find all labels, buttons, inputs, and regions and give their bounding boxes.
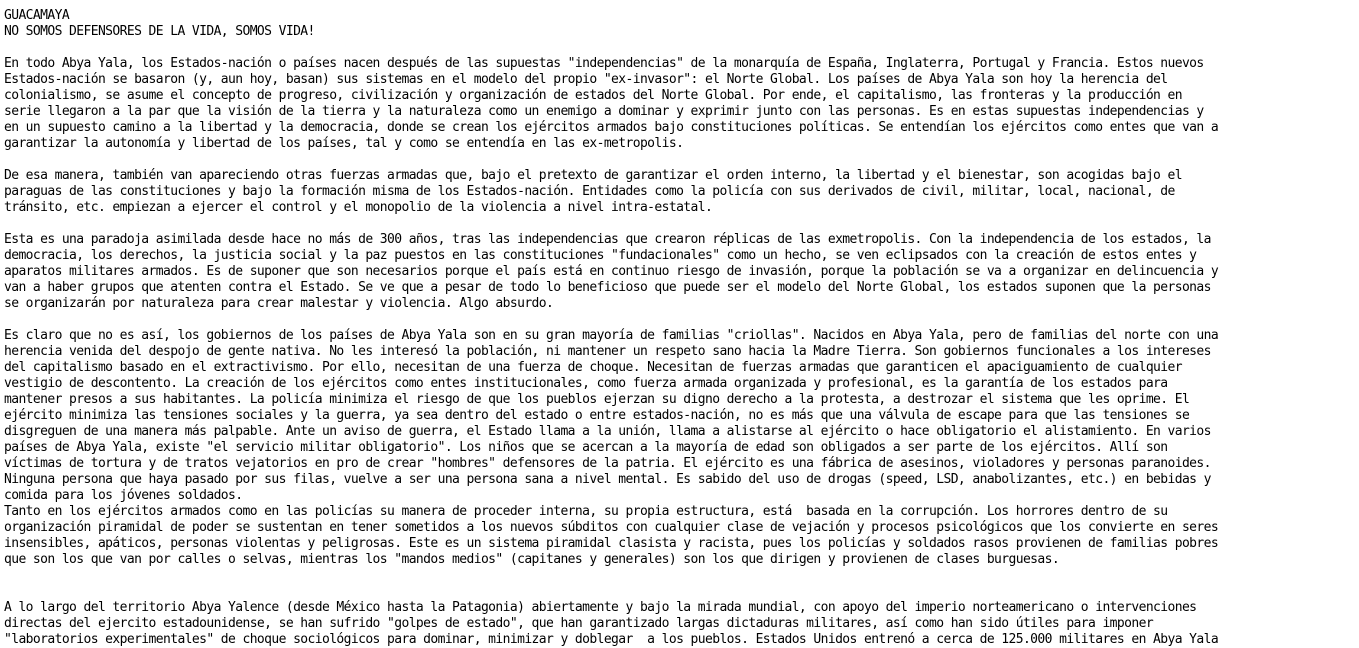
- paragraph-4: [4, 328, 1356, 568]
- text-line: aparatos militares armados. Es de suponer que son necesarios porque el país está en continuo riesgo de invasión, porque la población se va a organizar en delincuencia y: [4, 264, 1219, 279]
- text-line: vestigio de descontento. La creación de los ejércitos como entes institucionales, como fuerza armada organizada y profesional, es la garantía de los estados para: [4, 376, 1168, 391]
- text-line: herencia venida del despojo de gente nativa. No les interesó la población, ni mantener un respeto sano hacia la Madre Tierra. Son gobiernos funcionales a los intereses: [4, 344, 1211, 359]
- document-text: [4, 8, 1356, 648]
- text-line: colonialismo, se asume el concepto de progreso, civilización y organización de estados del Norte Global. Por ende, el capitalismo, las fronteras y la producción en: [4, 88, 1182, 103]
- paragraph-gap: [4, 40, 1356, 56]
- paragraph-gap: [4, 568, 1356, 584]
- text-line: mantener presos a sus habitantes. La policía minimiza el riesgo de que los pueblos ejerzan su digno derecho a la protesta, a destrozar el sistema que les oprime. El: [4, 392, 1190, 407]
- text-line: En todo Abya Yala, los Estados-nación o países nacen después de las supuestas "independencias" de la monarquía de España, Inglaterra, Portugal y Francia. Estos nuevos: [4, 56, 1204, 71]
- text-line: A lo largo del territorio Abya Yalence (desde México hasta la Patagonia) abiertamente y bajo la mirada mundial, con apoyo del imperio norteamericano o intervenciones: [4, 600, 1197, 615]
- text-line: disgreguen de una manera más palpable. Ante un aviso de guerra, el Estado llama a la unión, llama a alistarse al ejército o hace obligatorio el alistamiento. En varios: [4, 424, 1211, 439]
- document-subtitle: NO SOMOS DEFENSORES DE LA VIDA, SOMOS VIDA!: [4, 24, 315, 39]
- paragraph-gap: [4, 216, 1356, 232]
- text-line: que son los que van por calles o selvas, mientras los "mandos medios" (capitanes y generales) son los que dirigen y provienen de clases burguesas.: [4, 552, 1060, 567]
- text-line: tránsito, etc. empiezan a ejercer el control y el monopolio de la violencia a nivel intra-estatal.: [4, 200, 713, 215]
- paragraph-3: [4, 232, 1356, 312]
- text-line: comida para los jóvenes soldados.: [4, 488, 243, 503]
- text-line: van a haber grupos que atenten contra el Estado. Se ve que a pesar de todo lo beneficioso que puede ser el modelo del Norte Global, los estados suponen que la personas: [4, 280, 1211, 295]
- text-line: De esa manera, también van apareciendo otras fuerzas armadas que, bajo el pretexto de garantizar el orden interno, la libertad y el bienestar, son acogidas bajo el: [4, 168, 1182, 183]
- paragraph-gap: [4, 584, 1356, 600]
- text-line: Es claro que no es así, los gobiernos de los países de Abya Yala son en su gran mayoría de familias "criollas". Nacidos en Abya Yala, pero de familias del norte con una: [4, 328, 1219, 343]
- text-line: directas del ejercito estadounidense, se han sufrido "golpes de estado", que han garantizado largas dictaduras militares, así como han sido útiles para imponer: [4, 616, 1154, 631]
- text-line: Esta es una paradoja asimilada desde hace no más de 300 años, tras las independencias que crearon réplicas de las exmetropolis. Con la independencia de los estados, la: [4, 232, 1211, 247]
- text-line: Estados-nación se basaron (y, aun hoy, basan) sus sistemas en el modelo del propio "ex-invasor": el Norte Global. Los países de Abya Yala son hoy la herencia del: [4, 72, 1168, 87]
- text-line: "laboratorios experimentales" de choque sociológicos para dominar, minimizar y doblegar a los pueblos. Estados Unidos entrenó a cerca de 125.000 militares en Abya Yala: [4, 632, 1219, 647]
- text-line: democracia, los derechos, la justicia social y la paz puestos en las constituciones "fundacionales" como un hecho, se ven eclipsados con la creación de estos entes y: [4, 248, 1197, 263]
- text-line: países de Abya Yala, existe "el servicio militar obligatorio". Los niños que se acercan a la mayoría de edad son obligados a ser parte de los ejércitos. Allí son: [4, 440, 1168, 455]
- text-line: garantizar la autonomía y libertad de los países, tal y como se entendía en las ex-metropolis.: [4, 136, 684, 151]
- text-line: insensibles, apáticos, personas violentas y peligrosas. Este es un sistema piramidal clasista y racista, pues los policías y soldados rasos provienen de familias pobres: [4, 536, 1219, 551]
- text-line: del capitalismo basado en el extractivismo. Por ello, necesitan de una fuerza de choque. Necesitan de fuerzas armadas que garanticen el apaciguamiento de cualquier: [4, 360, 1182, 375]
- paragraph-2: [4, 168, 1356, 216]
- paragraph-5: [4, 584, 1356, 648]
- text-line: se organizarán por naturaleza para crear malestar y violencia. Algo absurdo.: [4, 296, 554, 311]
- text-line: paraguas de las constituciones y bajo la formación misma de los Estados-nación. Entidades como la policía con sus derivados de civil, militar, local, nacional, de: [4, 184, 1175, 199]
- text-line: en un supuesto camino a la libertad y la democracia, donde se crean los ejércitos armados bajo constituciones políticas. Se entendían los ejércitos como entes que van a: [4, 120, 1219, 135]
- paragraph-gap: [4, 312, 1356, 328]
- text-line: víctimas de tortura y de tratos vejatorios en pro de crear "hombres" defensores de la patria. El ejército es una fábrica de asesinos, violadores y personas paranoides.: [4, 456, 1211, 471]
- document-title: GUACAMAYA: [4, 8, 70, 23]
- text-line: organización piramidal de poder se sustentan en tener sometidos a los nuevos súbditos con cualquier clase de vejación y procesos psicológicos que los convierte en seres: [4, 520, 1219, 535]
- text-line: ejército minimiza las tensiones sociales y la guerra, ya sea dentro del estado o entre estados-nación, no es más que una válvula de escape para que las tensiones se: [4, 408, 1190, 423]
- text-line: Tanto en los ejércitos armados como en las policías su manera de proceder interna, su propia estructura, está basada en la corrupción. Los horrores dentro de su: [4, 504, 1168, 519]
- paragraph-gap: [4, 152, 1356, 168]
- text-line: Ninguna persona que haya pasado por sus filas, vuelve a ser una persona sana a nivel mental. Es sabido del uso de drogas (speed, LSD, anabolizantes, etc.) en bebidas y: [4, 472, 1211, 487]
- paragraph-1: [4, 56, 1356, 152]
- text-line: serie llegaron a la par que la visión de la tierra y la naturaleza como un enemigo a dominar y exprimir junto con las personas. Es en estas supuestas independencias y: [4, 104, 1204, 119]
